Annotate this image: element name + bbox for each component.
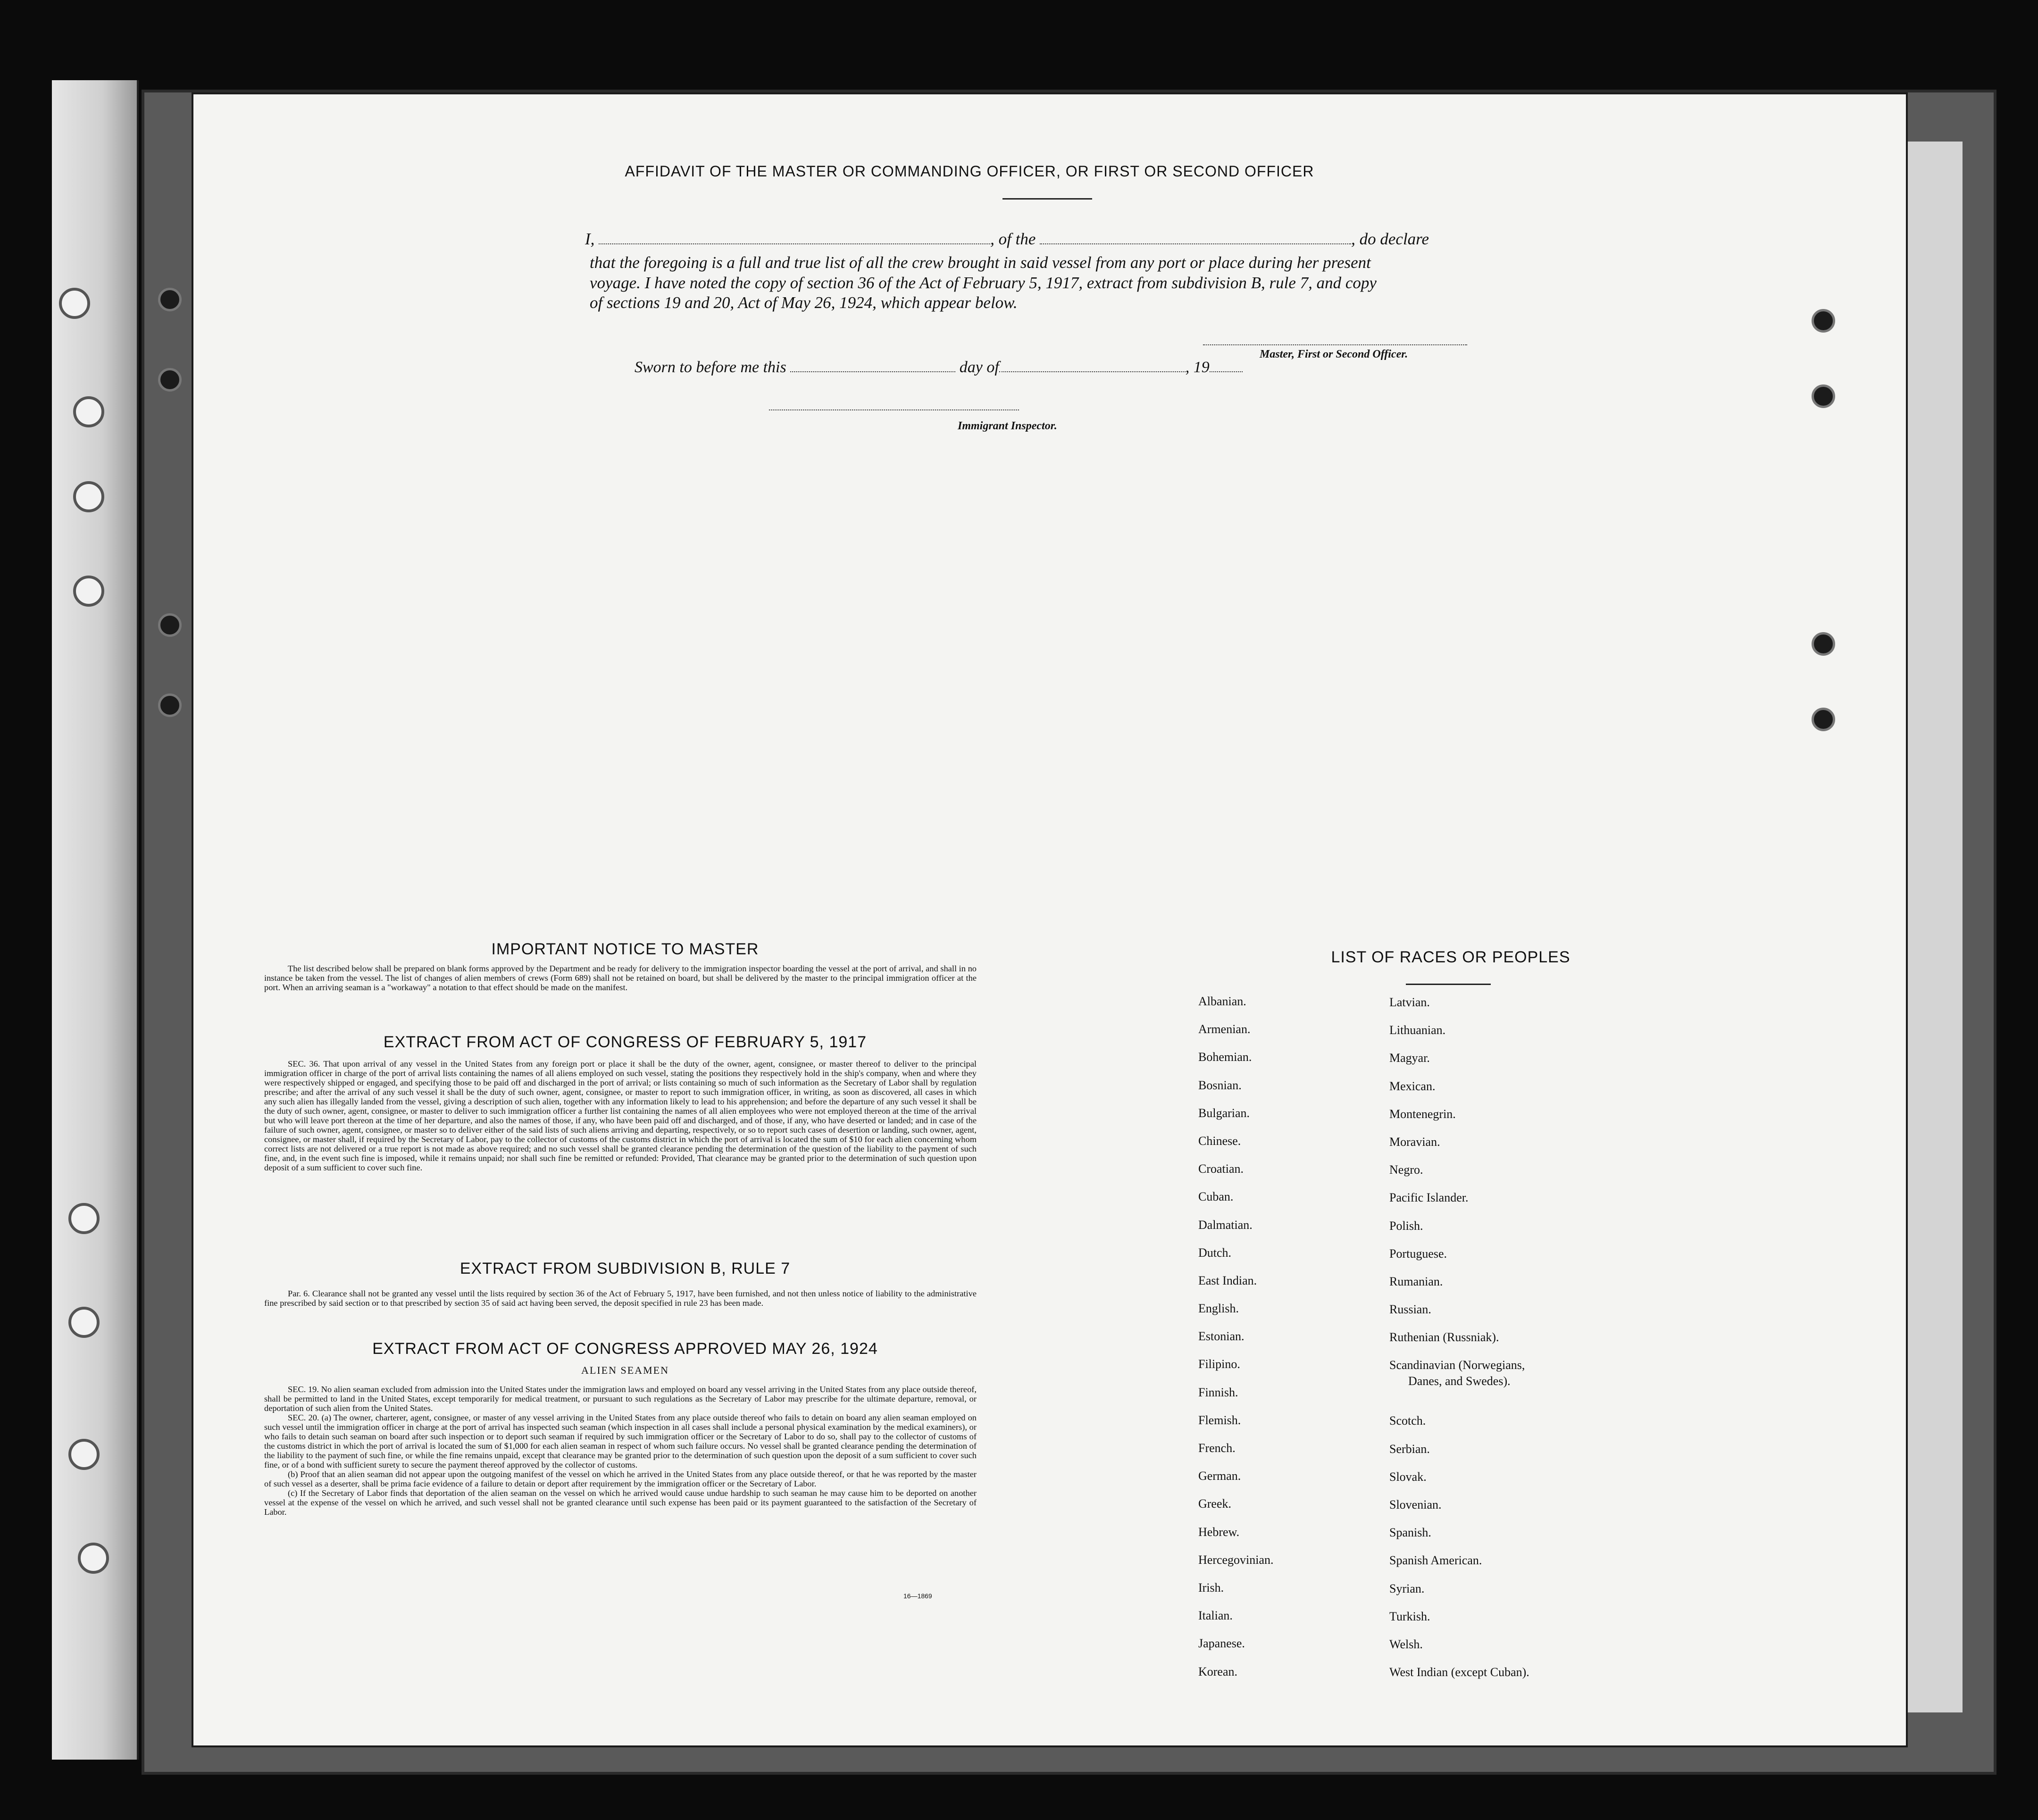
punch-hole	[1812, 309, 1835, 333]
race-item: Greek.	[1198, 1497, 1232, 1511]
punch-hole	[158, 613, 182, 637]
extract-1917-text	[264, 1059, 977, 1172]
extract-1924-heading: EXTRACT FROM ACT OF CONGRESS APPROVED MAY 26, 1924	[372, 1340, 878, 1358]
race-item: Montenegrin.	[1389, 1107, 1456, 1121]
races-title: LIST OF RACES OR PEOPLES	[1331, 948, 1570, 966]
race-item: Irish.	[1198, 1580, 1224, 1595]
race-item: Armenian.	[1198, 1022, 1251, 1036]
race-item: Italian.	[1198, 1609, 1233, 1623]
month-blank[interactable]	[999, 367, 1186, 372]
sec-20b-paragraph: (b) Proof that an alien seaman did not appear upon the outgoing manifest of the vessel on which he arrived in the United States from any place outside thereof, or that he was reported by the master of such vessel as a deserter, shall be prima facie evidence of a failure to detain or deport after requirement by the immigration officer or the Secretary of Labor.	[264, 1469, 977, 1488]
race-item: Polish.	[1389, 1219, 1423, 1233]
race-item: Mexican.	[1389, 1079, 1436, 1093]
race-item: Slovak.	[1389, 1469, 1427, 1484]
sworn-line	[635, 359, 1243, 376]
race-item: Magyar.	[1389, 1051, 1430, 1065]
title-rule	[1002, 198, 1092, 200]
race-item: Danes, and Swedes).	[1408, 1374, 1511, 1388]
race-item: Ruthenian (Russniak).	[1389, 1330, 1499, 1344]
race-item: Pacific Islander.	[1389, 1191, 1469, 1205]
affidavit-line-3: voyage. I have noted the copy of section 36 of the Act of February 5, 1917, extract from subdivision B, rule 7, and copy	[590, 274, 1377, 292]
notice-text	[264, 964, 977, 992]
extract-rule7-heading: EXTRACT FROM SUBDIVISION B, RULE 7	[459, 1260, 791, 1277]
notice-paragraph: The list described below shall be prepared on blank forms approved by the Department and be ready for delivery to the immigration inspector boarding the vessel at the port of arrival, and shall in no instance be taken from the vessel. The list of changes of alien members of crews (Form 689) shall not be retained on board, but shall be delivered by the master to the principal immigration officer at the port. When an arriving seaman is a "workaway" a notation to that effect should be made on the manifest.	[264, 964, 977, 992]
master-caption: Master, First or Second Officer.	[1260, 348, 1408, 360]
binder-hole	[68, 1307, 100, 1338]
race-item: Dutch.	[1198, 1245, 1232, 1260]
sec-20c-paragraph: (c) If the Secretary of Labor finds that deportation of the alien seaman on the vessel on which he arrived would cause undue hardship to such seaman he may cause him to be deported on another vessel at the expense of the vessel on which he arrived, and such vessel shall not be granted clearance until such expense has been paid or its payment guaranteed to the satisfaction of the Secretary of Labor.	[264, 1488, 977, 1517]
race-item: Bosnian.	[1198, 1078, 1242, 1092]
race-item: Moravian.	[1389, 1135, 1440, 1149]
race-item: Albanian.	[1198, 994, 1246, 1008]
vessel-blank[interactable]	[1040, 240, 1351, 244]
inspector-caption: Immigrant Inspector.	[958, 420, 1057, 432]
year-blank[interactable]	[1210, 367, 1243, 372]
binder-strip	[52, 80, 139, 1760]
affidavit-line-4: of sections 19 and 20, Act of May 26, 1924, which appear below.	[590, 293, 1018, 312]
binder-hole	[73, 576, 104, 607]
affidavit-declare: , do declare	[1351, 230, 1429, 248]
binder-hole	[73, 481, 104, 512]
race-item: Bulgarian.	[1198, 1106, 1250, 1120]
binder-hole	[68, 1203, 100, 1234]
affidavit-of-the: , of the	[990, 230, 1036, 248]
punch-hole	[158, 288, 182, 311]
punch-hole	[158, 368, 182, 392]
sec-36-paragraph: SEC. 36. That upon arrival of any vessel in the United States from any foreign port or place it shall be the duty of the owner, agent, consignee, or master thereof to deliver to the principal immigration officer in charge of the port of arrival lists containing the names of all aliens employed on such vessel, stating the positions they respectively hold in the ship's company, when and where they were respectively shipped or engaged, and specifying those to be paid off and discharged in the port of arrival; or lists containing so much of such information as the Secretary of Labor shall by regulation prescribe; and after the arrival of any such vessel it shall be the duty of such owner, agent, consignee, or master to report to such immigration officer, in writing, as soon as discovered, all cases in which any such alien has illegally landed from the vessel, giving a description of such alien, together with any information likely to lead to his apprehension; and before the departure of any such vessel it shall be the duty of such owner, agent, consignee, or master to deliver to such immigration officer a further list containing the names of all alien employees who were not employed thereon at the time of the arrival but who will leave port thereon at the time of her departure, and also the names of those, if any, who have been paid off and discharged, and of those, if any, who have deserted or landed; and in case of the failure of such owner, agent, consignee, or master so to deliver either of the said lists of such aliens arriving and departing, respectively, or so to report such cases of desertion or landing, such owner, agent, consignee, or master shall, if required by the Secretary of Labor, pay to the collector of customs of the customs district in which the port of arrival is located the sum of $10 for each alien concerning whom correct lists are not delivered or a true report is not made as above required; and no such vessel shall be granted clearance pending the determination of the question of the liability to the payment of such fine, and, in the event such fine is imposed, while it remains unpaid; nor shall such fine be remitted or refunded: Provided, That clearance may be granted prior to the determination of such question upon deposit of a sum sufficient to cover such fine.	[264, 1059, 977, 1172]
affidavit-line-2: that the foregoing is a full and true list of all the crew brought in said vessel from any port or place during her present	[590, 253, 1371, 272]
affidavit-i: I,	[585, 230, 595, 248]
races-right-column	[1389, 995, 1529, 1693]
race-item: Cuban.	[1198, 1190, 1234, 1204]
extract-1924-text	[264, 1385, 977, 1517]
sworn-day-blank[interactable]	[790, 367, 955, 372]
race-item: Rumanian.	[1389, 1274, 1443, 1288]
extract-rule7-text	[264, 1289, 977, 1308]
sec-19-paragraph: SEC. 19. No alien seaman excluded from admission into the United States under the immigration laws and employed on board any vessel arriving in the United States from any place outside thereof, shall be permitted to land in the United States, except temporarily for medical treatment, or pursuant to such regulations as the Secretary of Labor may prescribe for the ultimate departure, removal, or deportation of such alien from the United States.	[264, 1385, 977, 1413]
race-item: Welsh.	[1389, 1637, 1423, 1651]
master-signature-line[interactable]	[1203, 344, 1467, 345]
alien-seamen-subheading: ALIEN SEAMEN	[581, 1364, 669, 1376]
race-item: English.	[1198, 1302, 1239, 1316]
sworn-text: Sworn to before me this	[635, 359, 786, 376]
race-item: Croatian.	[1198, 1162, 1244, 1176]
race-item: Syrian.	[1389, 1581, 1425, 1595]
name-blank[interactable]	[599, 240, 990, 244]
punch-hole	[1812, 708, 1835, 731]
binder-hole	[78, 1543, 109, 1574]
race-item: Portuguese.	[1389, 1246, 1447, 1261]
race-item: Russian.	[1389, 1302, 1431, 1317]
binder-hole	[68, 1439, 100, 1470]
race-item: Scotch.	[1389, 1414, 1426, 1428]
races-title-rule	[1406, 984, 1491, 985]
punch-hole	[1812, 632, 1835, 656]
binder-hole	[59, 288, 90, 319]
race-item: Spanish American.	[1389, 1553, 1482, 1568]
race-item: Slovenian.	[1389, 1498, 1442, 1511]
race-item: Japanese.	[1198, 1636, 1245, 1651]
par-6-paragraph: Par. 6. Clearance shall not be granted any vessel until the lists required by section 36 of the Act of February 5, 1917, have been furnished, and not then unless notice of liability to the administrative fine prescribed by said section or to that prescribed by section 35 of said act having been served, the deposit specified in rule 23 has been made.	[264, 1289, 977, 1308]
race-item: Serbian.	[1389, 1442, 1430, 1456]
notice-heading: IMPORTANT NOTICE TO MASTER	[491, 940, 759, 958]
race-item: Bohemian.	[1198, 1050, 1252, 1064]
race-item: Turkish.	[1389, 1609, 1430, 1623]
race-item: French.	[1198, 1441, 1236, 1455]
binder-hole	[73, 396, 104, 427]
extract-1917-heading: EXTRACT FROM ACT OF CONGRESS OF FEBRUARY 5, 1917	[383, 1033, 867, 1051]
inspector-signature-line[interactable]	[769, 409, 1019, 410]
punch-hole	[158, 693, 182, 717]
race-item: Scandinavian (Norwegians,	[1389, 1358, 1525, 1372]
race-item: Filipino.	[1198, 1357, 1240, 1371]
race-item: Estonian.	[1198, 1329, 1245, 1344]
year-prefix: , 19	[1185, 359, 1210, 376]
race-item: Hebrew.	[1198, 1525, 1240, 1539]
race-item: Chinese.	[1198, 1134, 1241, 1148]
race-item: West Indian (except Cuban).	[1389, 1665, 1529, 1679]
race-item: Spanish.	[1389, 1526, 1431, 1540]
print-code: 16—1869	[903, 1592, 932, 1600]
affidavit-title: AFFIDAVIT OF THE MASTER OR COMMANDING OFFICER, OR FIRST OR SECOND OFFICER	[625, 163, 1314, 180]
race-item: Hercegovinian.	[1198, 1553, 1274, 1567]
race-item: East Indian.	[1198, 1273, 1257, 1287]
race-item: Dalmatian.	[1198, 1218, 1253, 1232]
race-item: Lithuanian.	[1389, 1023, 1446, 1037]
day-of-text: day of	[959, 359, 999, 376]
race-item: German.	[1198, 1469, 1241, 1483]
race-item: Negro.	[1389, 1163, 1423, 1177]
race-item: Latvian.	[1389, 995, 1430, 1009]
affidavit-line-1	[585, 230, 1429, 249]
race-item: Korean.	[1198, 1664, 1238, 1678]
races-left-column	[1198, 994, 1274, 1693]
race-item: Flemish.	[1198, 1413, 1241, 1427]
race-item: Finnish.	[1198, 1385, 1238, 1399]
sec-20a-paragraph: SEC. 20. (a) The owner, charterer, agent, consignee, or master of any vessel arriving in the United States from any place outside thereof who fails to detain on board any alien seaman employed on such vessel until the immigration officer in charge at the port of arrival has inspected such seaman (which inspection in all cases shall include a personal physical examination by the medical examiners), or who fails to detain such seaman on board after such inspection or to deport such seaman if required by such immigration officer or the Secretary of Labor to do so, shall pay to the collector of customs of the customs district in which the port of arrival is located the sum of $1,000 for each alien seaman in respect of whom such failure occurs. No vessel shall be granted clearance pending the determination of the liability to the payment of such fine, or while the fine remains unpaid, except that clearance may be granted prior to the determination of such question upon the deposit of a sum sufficient to cover such fine, or of a bond with sufficient surety to secure the payment thereof approved by the collector of customs.	[264, 1413, 977, 1469]
punch-hole	[1812, 384, 1835, 408]
